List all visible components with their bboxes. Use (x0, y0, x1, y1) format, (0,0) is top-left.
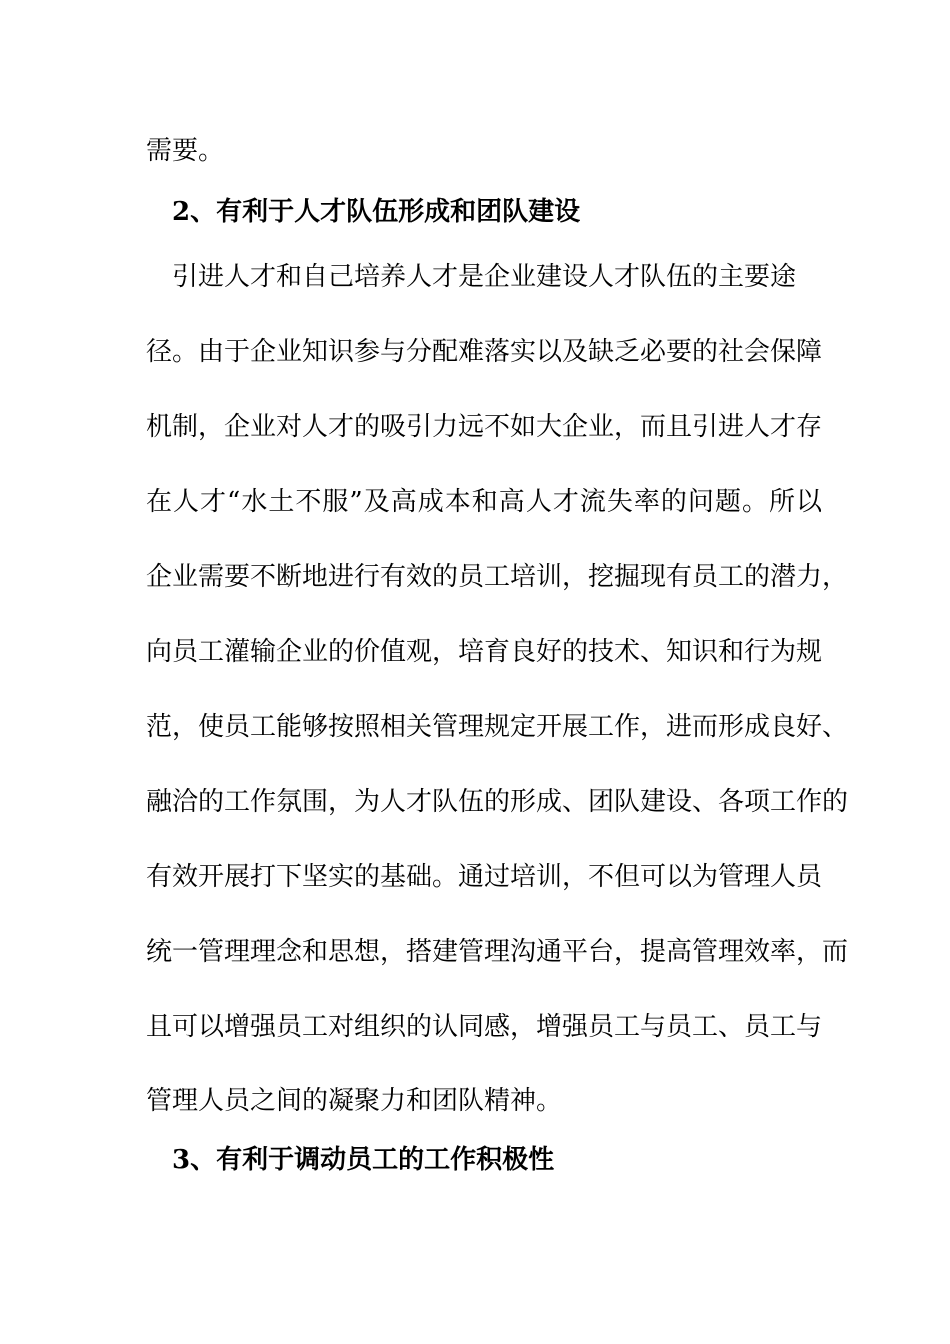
paragraph-line: 在人才“水土不服”及高成本和高人才流失率的问题。所以 (146, 487, 822, 517)
paragraph-line: 需要。 (146, 136, 225, 166)
paragraph-line: 统一管理理念和思想，搭建管理沟通平台，提高管理效率，而 (146, 937, 849, 967)
paragraph-line: 范，使员工能够按照相关管理规定开展工作，进而形成良好、 (146, 712, 849, 742)
paragraph-line: 管理人员之间的凝聚力和团队精神。 (146, 1086, 563, 1116)
section-heading: 3、有利于调动员工的工作积极性 (172, 1145, 555, 1175)
paragraph-line: 径。由于企业知识参与分配难落实以及缺乏必要的社会保障 (146, 337, 823, 367)
paragraph-line: 企业需要不断地进行有效的员工培训，挖掘现有员工的潜力， (146, 562, 849, 592)
paragraph-line: 机制，企业对人才的吸引力远不如大企业，而且引进人才存 (146, 412, 823, 442)
paragraph-line: 引进人才和自己培养人才是企业建设人才队伍的主要途 (172, 262, 797, 292)
paragraph-line: 且可以增强员工对组织的认同感，增强员工与员工、员工与 (146, 1012, 823, 1042)
paragraph-line: 融洽的工作氛围，为人才队伍的形成、团队建设、各项工作的 (146, 787, 849, 817)
section-heading: 2、有利于人才队伍形成和团队建设 (172, 197, 581, 227)
paragraph-line: 向员工灌输企业的价值观，培育良好的技术、知识和行为规 (146, 637, 823, 667)
paragraph-line: 有效开展打下坚实的基础。通过培训，不但可以为管理人员 (146, 862, 823, 892)
